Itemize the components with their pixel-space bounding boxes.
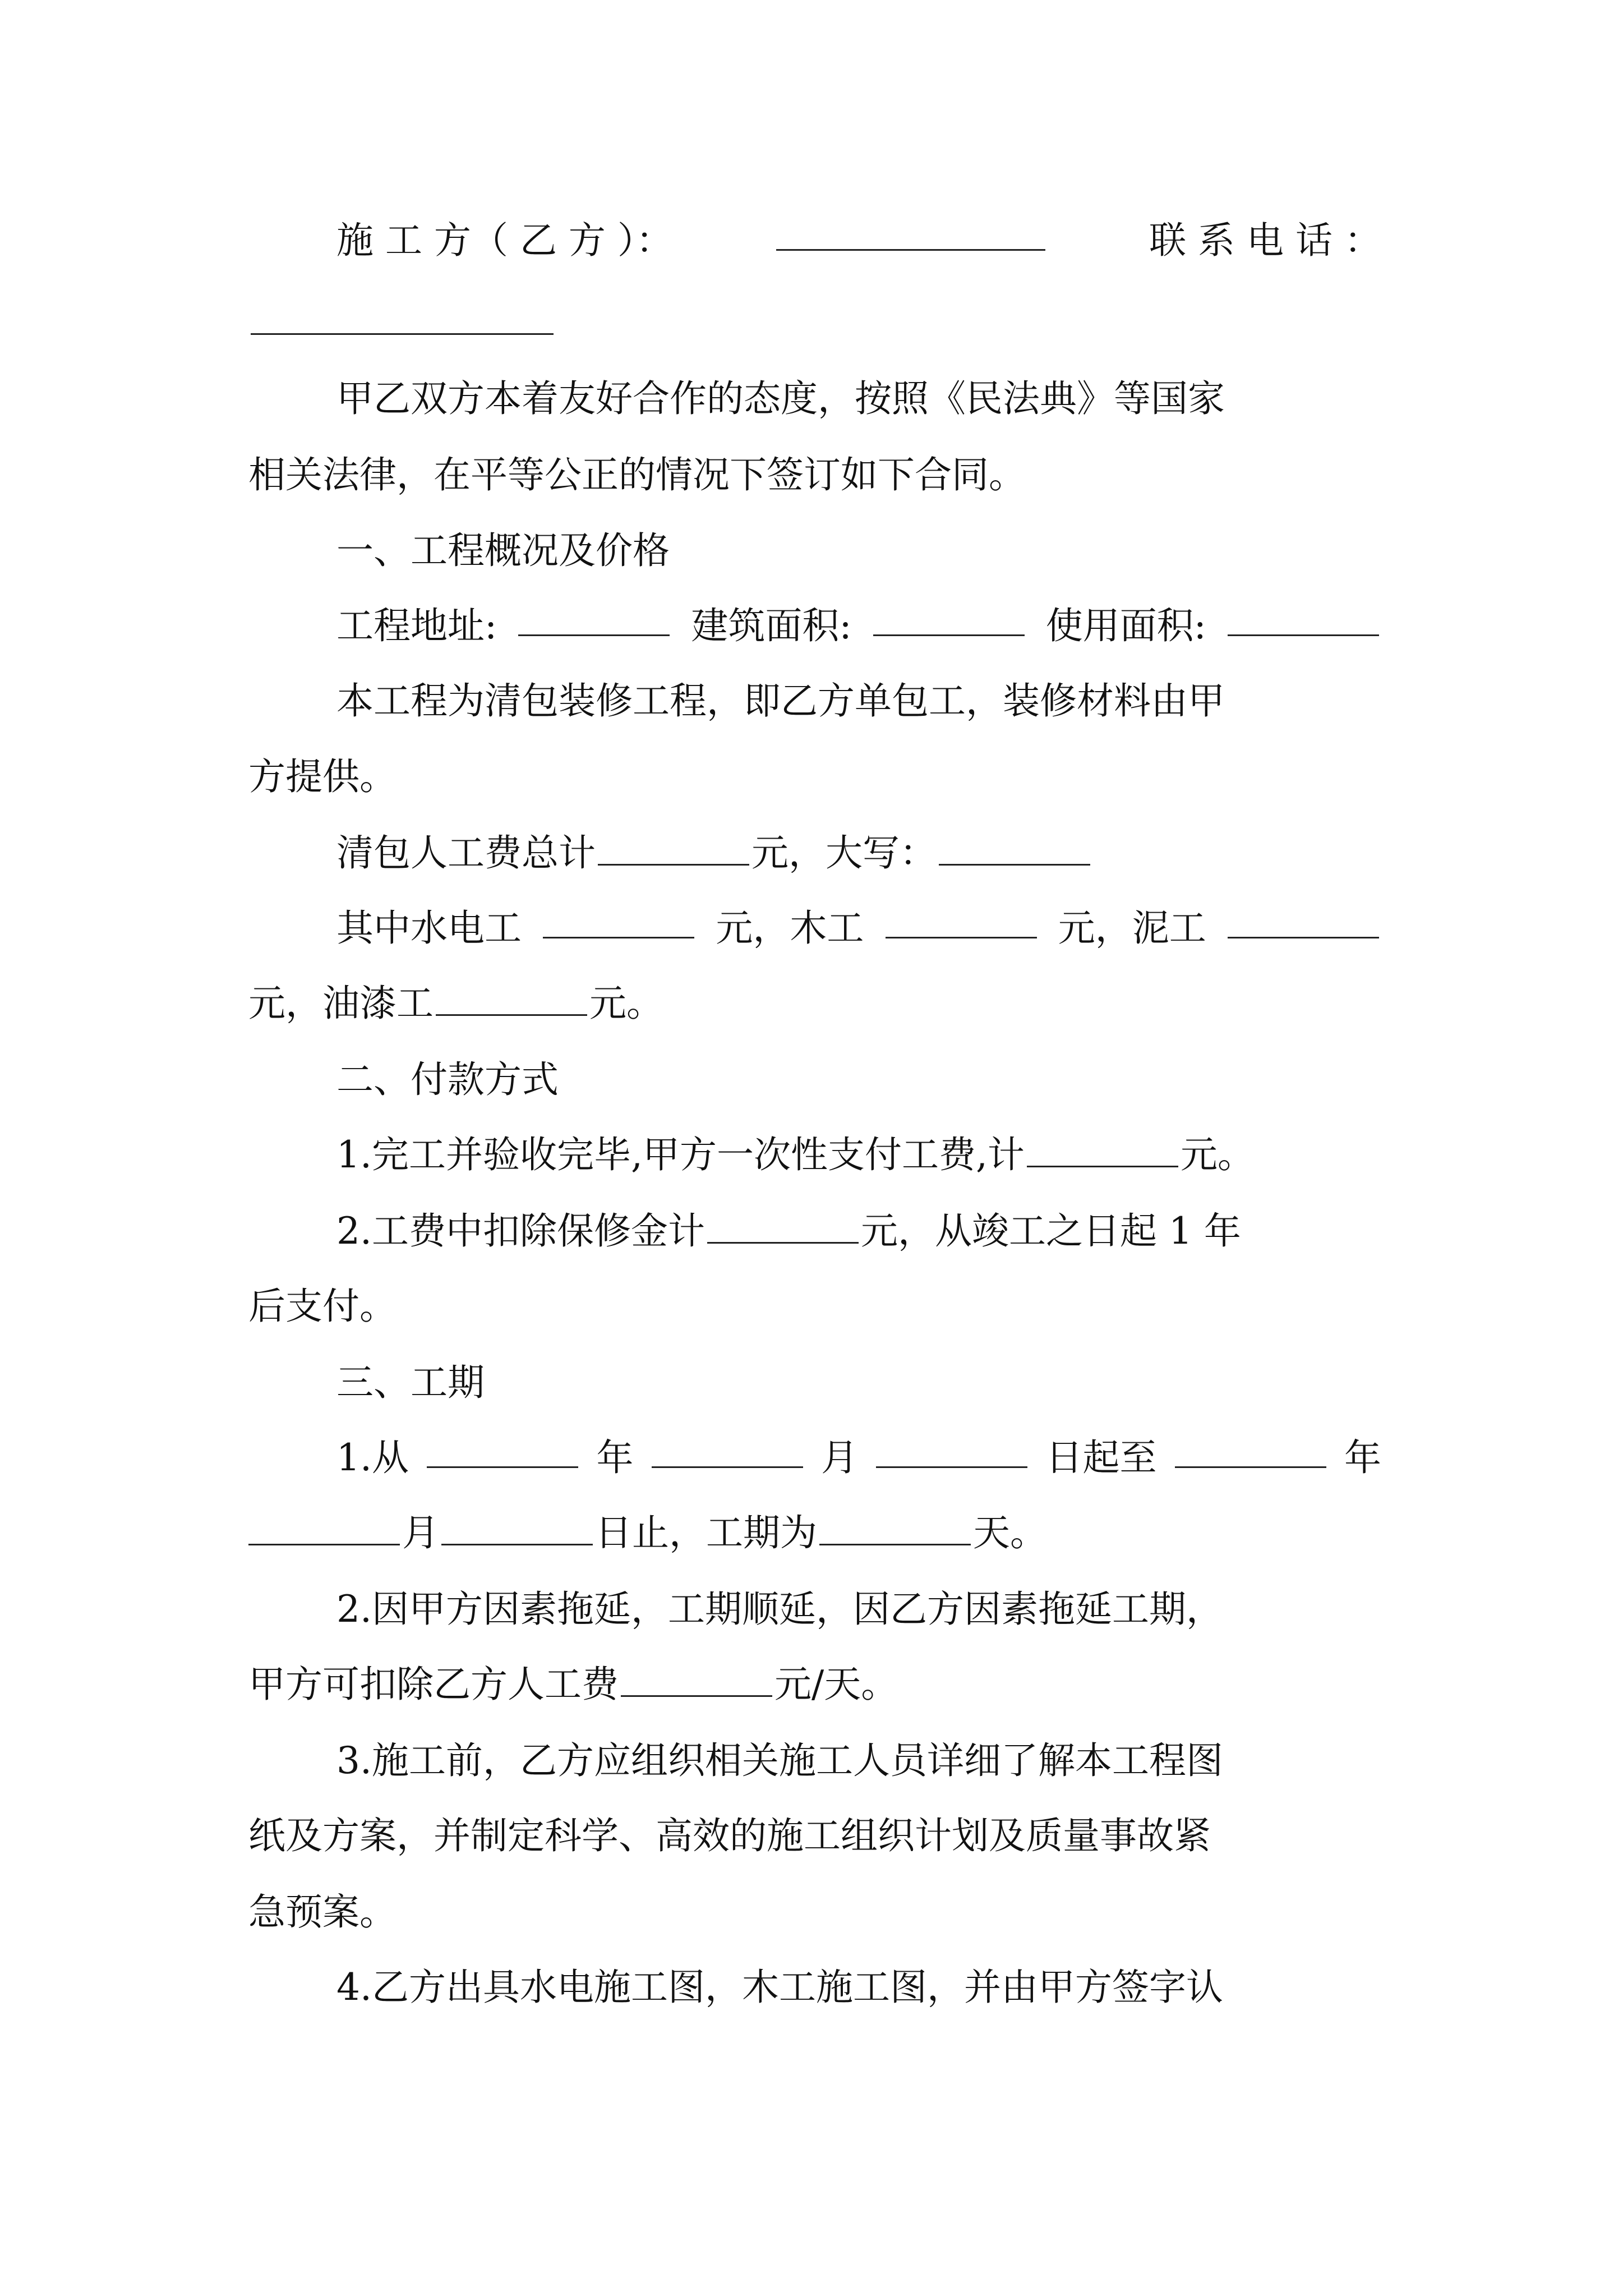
start-year-blank[interactable] <box>427 1433 578 1468</box>
area-line <box>336 601 1381 651</box>
payment-item-1 <box>336 1130 1381 1180</box>
desc-line-1: 本工程为清包装修工程，即乙方单包工，装修材料由甲 <box>336 679 1225 723</box>
breakdown-line-1 <box>336 903 1381 954</box>
delay-line-1: 2.因甲方因素拖延，工期顺延，因乙方因素拖延工期， <box>336 1588 1223 1631</box>
delay-line-2 <box>248 1659 1381 1710</box>
painting-label: 元，油漆工 <box>248 982 434 1025</box>
section1-title: 一、工程概况及价格 <box>336 529 670 572</box>
delay-penalty-label: 甲方可扣除乙方人工费 <box>248 1663 619 1706</box>
end-year-label: 年 <box>1344 1436 1381 1479</box>
schedule-line-1 <box>336 1433 1381 1483</box>
address-label: 工程地址: <box>336 604 497 647</box>
payment-total-blank[interactable] <box>1027 1132 1178 1167</box>
duration-label: 天。 <box>973 1511 1047 1554</box>
building-area-label: 建筑面积: <box>691 604 852 647</box>
intro-line-2: 相关法律，在平等公正的情况下签订如下合同。 <box>248 453 1026 496</box>
contractor-blank[interactable] <box>776 215 1045 251</box>
painting-blank[interactable] <box>436 981 587 1016</box>
end-day-label: 日止，工期为 <box>595 1511 817 1554</box>
payment-item-2-text: 2.工费中扣除保修金计 <box>336 1209 705 1253</box>
payment-item-1-text: 1.完工并验收完毕,甲方一次性支付工费,计 <box>336 1133 1025 1176</box>
start-day-label: 日起至 <box>1045 1436 1157 1479</box>
carpentry-blank[interactable] <box>886 903 1037 938</box>
schedule-line-2 <box>248 1508 1381 1558</box>
masonry-blank[interactable] <box>1228 903 1379 938</box>
payment-item-2 <box>336 1206 1381 1257</box>
desc-line-2: 方提供。 <box>248 755 396 798</box>
contractor-line <box>336 215 1381 266</box>
start-day-blank[interactable] <box>876 1433 1027 1468</box>
section2-title: 二、付款方式 <box>336 1058 559 1101</box>
prep-line-1: 3.施工前，乙方应组织相关施工人员详细了解本工程图 <box>336 1739 1223 1782</box>
prep-line-3: 急预案。 <box>248 1890 396 1934</box>
warranty-blank[interactable] <box>707 1208 859 1244</box>
intro-line-1: 甲乙双方本着友好合作的态度，按照《民法典》等国家 <box>336 377 1225 420</box>
contractor-label: 施 工 方（ 乙 方 ）： <box>336 219 673 262</box>
payment-item-2-rest: 元，从竣工之日起 1 年 <box>860 1209 1241 1253</box>
end-day-blank[interactable] <box>441 1510 593 1545</box>
penalty-blank[interactable] <box>621 1662 772 1697</box>
labor-total-line <box>336 828 1381 878</box>
address-blank[interactable] <box>518 601 670 636</box>
drawings-line-1: 4.乙方出具水电施工图，木工施工图，并由甲方签字认 <box>336 1966 1223 2009</box>
phone-blank[interactable] <box>251 333 554 335</box>
payment-item-2-cont: 后支付。 <box>248 1285 396 1328</box>
phone-label: 联 系 电 话 ： <box>1149 219 1381 262</box>
labor-total-caps-blank[interactable] <box>939 830 1090 866</box>
plumbing-blank[interactable] <box>543 903 694 938</box>
end-month-label: 月 <box>402 1511 439 1554</box>
labor-total-caps-label: 元，大写： <box>751 831 937 875</box>
prep-line-2: 纸及方案，并制定科学、高效的施工组织计划及质量事故紧 <box>248 1814 1211 1857</box>
start-month-label: 月 <box>820 1436 858 1479</box>
labor-total-label: 清包人工费总计 <box>336 831 596 875</box>
payment-item-1-end: 元。 <box>1180 1133 1255 1176</box>
delay-penalty-unit: 元/天。 <box>774 1663 898 1706</box>
masonry-label: 元，泥工 <box>1058 907 1206 950</box>
start-month-blank[interactable] <box>652 1433 803 1468</box>
schedule-from-label: 1.从 <box>336 1436 409 1479</box>
breakdown-line-2 <box>248 978 1381 1029</box>
duration-blank[interactable] <box>819 1510 971 1545</box>
section3-title: 三、工期 <box>336 1361 485 1404</box>
end-month-blank[interactable] <box>248 1510 400 1545</box>
end-year-blank[interactable] <box>1175 1433 1326 1468</box>
carpentry-label: 元，木工 <box>716 907 864 950</box>
usable-area-label: 使用面积: <box>1045 604 1206 647</box>
breakdown-end: 元。 <box>589 982 663 1025</box>
usable-area-blank[interactable] <box>1228 601 1379 636</box>
plumbing-label: 其中水电工 <box>336 907 522 950</box>
building-area-blank[interactable] <box>873 601 1025 636</box>
start-year-label: 年 <box>596 1436 634 1479</box>
labor-total-blank[interactable] <box>598 830 749 866</box>
